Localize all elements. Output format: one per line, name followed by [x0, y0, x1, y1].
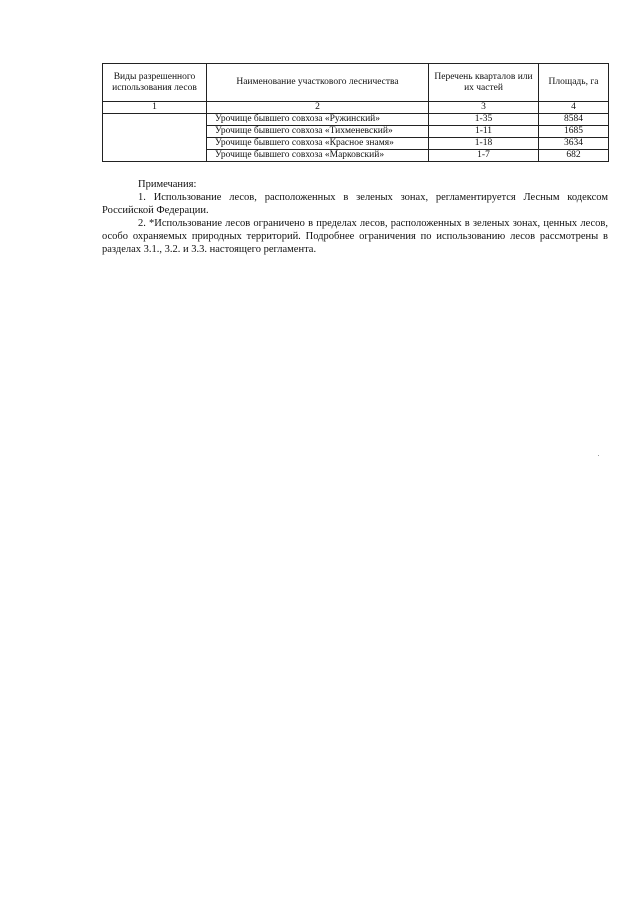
- cell-quarters: 1-7: [429, 150, 539, 162]
- header-area: Площадь, га: [539, 64, 609, 102]
- cell-quarters: 1-18: [429, 138, 539, 150]
- table-header-row: [103, 64, 609, 102]
- header-quarters: Перечень кварталов или их частей: [429, 64, 539, 102]
- cell-area: 8584: [539, 114, 609, 126]
- forest-use-table: [102, 63, 609, 162]
- note-item: 1. Использование лесов, расположенных в зеленых зонах, регламентируется Лесным кодексом Российской Федерации.: [102, 192, 608, 216]
- cell-use-type: [103, 114, 207, 162]
- header-forestry-name: Наименование участкового лесничества: [207, 64, 429, 102]
- scan-speck: [598, 455, 599, 456]
- column-number-row: [103, 102, 609, 114]
- note-item: 2. *Использование лесов ограничено в пределах лесов, расположенных в зеленых зонах, ценных лесов, особо охраняемых природных территорий. Подробнее ограничения по использованию лесов рассмотрены в разделах 3.1., 3.2. и 3.3. настоящего регламента.: [102, 218, 608, 255]
- cell-forestry-name: Урочище бывшего совхоза «Ружинский»: [207, 114, 429, 126]
- cell-area: 3634: [539, 138, 609, 150]
- cell-forestry-name: Урочище бывшего совхоза «Марковский»: [207, 150, 429, 162]
- cell-quarters: 1-11: [429, 126, 539, 138]
- header-use-type: Виды разрешенного использования лесов: [103, 64, 207, 102]
- cell-forestry-name: Урочище бывшего совхоза «Тихменевский»: [207, 126, 429, 138]
- notes-section: [102, 178, 608, 256]
- cell-quarters: 1-35: [429, 114, 539, 126]
- table-row: [103, 114, 609, 126]
- cell-area: 682: [539, 150, 609, 162]
- column-number: 3: [429, 102, 539, 114]
- column-number: 2: [207, 102, 429, 114]
- cell-area: 1685: [539, 126, 609, 138]
- cell-forestry-name: Урочище бывшего совхоза «Красное знамя»: [207, 138, 429, 150]
- column-number: 4: [539, 102, 609, 114]
- notes-title: Примечания:: [138, 179, 197, 190]
- column-number: 1: [103, 102, 207, 114]
